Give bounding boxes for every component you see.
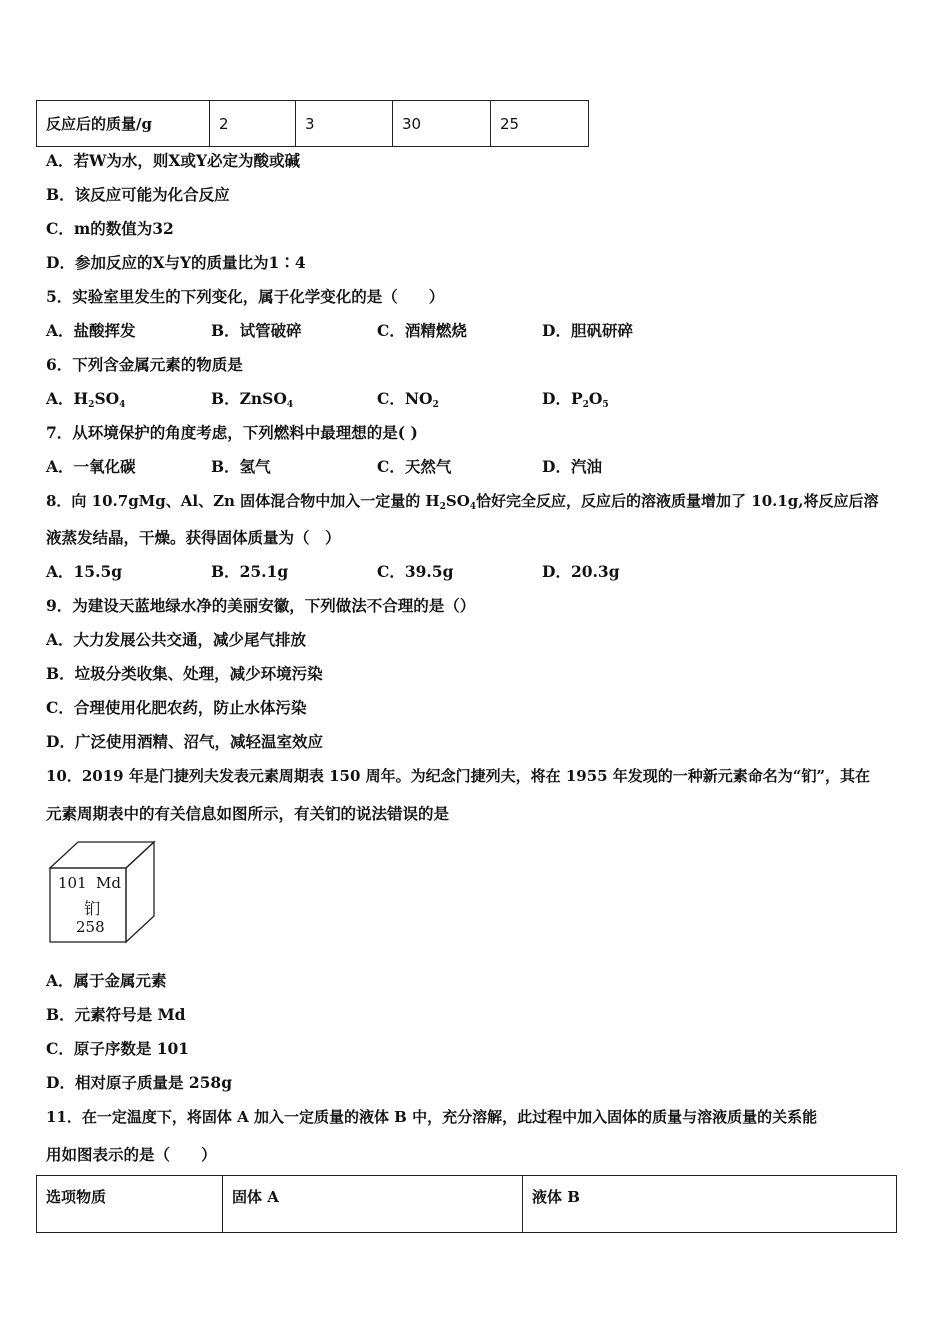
q10-stem-line1: 10．2019 年是门捷列夫发表元素周期表 150 周年。为纪念门捷列夫，将在 1955 年发现的一种新元素命名为“钔”，其在	[46, 767, 871, 785]
table-row	[37, 1176, 897, 1233]
formula-sub: 2	[582, 400, 589, 410]
q8-stem-line2: 液蒸发结晶，干燥。获得固体质量为（ ）	[46, 528, 341, 547]
q7-option-c: C．天然气	[377, 457, 452, 476]
formula-part: A．H	[46, 389, 89, 408]
q4-option-c: C．m的数值为32	[46, 219, 174, 238]
q8-option-a: A．15.5g	[46, 562, 123, 581]
table-cell: 3	[296, 101, 393, 147]
formula-sub: 4	[119, 400, 126, 410]
q8-stem-line1	[46, 491, 879, 511]
q5-stem: 5．实验室里发生的下列变化，属于化学变化的是（ ）	[46, 287, 445, 306]
element-cube-figure	[48, 840, 156, 944]
table-cell: 30	[393, 101, 491, 147]
stem-part: SO	[445, 492, 470, 510]
q9-stem: 9．为建设天蓝地绿水净的美丽安徽，下列做法不合理的是（）	[46, 596, 476, 615]
q9-option-d: D．广泛使用酒精、沼气，减轻温室效应	[46, 732, 323, 751]
formula-sub: 4	[286, 400, 294, 410]
q11-stem-line1: 11．在一定温度下，将固体 A 加入一定质量的液体 B 中，充分溶解，此过程中加入固体的质量与溶液质量的关系能	[46, 1108, 818, 1126]
q4-option-b: B．该反应可能为化合反应	[46, 185, 230, 204]
table-cell: 2	[210, 101, 296, 147]
q5-option-c: C．酒精燃烧	[377, 321, 467, 340]
q10-option-a: A．属于金属元素	[46, 971, 167, 990]
formula-sub: 4	[469, 502, 477, 512]
element-name: 钔	[84, 899, 101, 918]
atomic-mass: 258	[76, 918, 105, 936]
q7-option-a: A．一氧化碳	[46, 457, 136, 476]
table-header-cell: 选项物质	[37, 1176, 223, 1233]
q8-option-b: B．25.1g	[211, 562, 289, 581]
q8-option-c: C．39.5g	[377, 562, 454, 581]
mass-table	[36, 100, 589, 147]
formula-part: C．NO	[377, 389, 433, 408]
q5-option-b: B．试管破碎	[211, 321, 302, 340]
q10-option-c: C．原子序数是 101	[46, 1039, 190, 1058]
formula-sub: 2	[432, 400, 439, 410]
q5-option-a: A．盐酸挥发	[46, 321, 136, 340]
formula-sub: 2	[439, 502, 446, 512]
q8-option-d: D．20.3g	[542, 562, 620, 581]
formula-part: D．P	[542, 389, 583, 408]
formula-part: B．ZnSO	[211, 389, 287, 408]
stem-part: 8．向 10.7gMg、Al、Zn 固体混合物中加入一定量的 H	[46, 492, 440, 510]
q10-option-b: B．元素符号是 Md	[46, 1005, 186, 1024]
formula-sub: 2	[88, 400, 95, 410]
stem-part: 恰好完全反应，反应后的溶液质量增加了 10.1g,将反应后溶	[476, 492, 879, 510]
q9-option-c: C．合理使用化肥农药，防止水体污染	[46, 698, 307, 717]
q6-option-b	[211, 389, 293, 409]
q9-option-b: B．垃圾分类收集、处理，减少环境污染	[46, 664, 323, 683]
formula-part: SO	[94, 389, 120, 408]
q7-stem: 7．从环境保护的角度考虑，下列燃料中最理想的是( )	[46, 423, 418, 442]
q4-option-d: D．参加反应的X与Y的质量比为1∶4	[46, 253, 306, 272]
atomic-number: 101	[58, 874, 87, 892]
q7-option-d: D．汽油	[542, 457, 602, 476]
q4-option-a: A．若W为水，则X或Y必定为酸或碱	[46, 151, 301, 170]
table-row	[37, 101, 589, 147]
q10-stem-line2: 元素周期表中的有关信息如图所示，有关钔的说法错误的是	[46, 804, 450, 823]
element-symbol: Md	[96, 874, 121, 892]
q11-stem-line2: 用如图表示的是（ ）	[46, 1145, 217, 1164]
options-table	[36, 1175, 897, 1233]
q7-option-b: B．氢气	[211, 457, 271, 476]
mass-after-label: 反应后的质量/g	[37, 101, 210, 147]
formula-sub: 5	[602, 400, 609, 410]
q10-option-d: D．相对原子质量是 258g	[46, 1073, 233, 1092]
q6-option-a	[46, 389, 125, 409]
formula-part: O	[588, 389, 603, 408]
q6-option-c	[377, 389, 439, 409]
table-header-cell: 液体 B	[523, 1176, 897, 1233]
q6-option-d	[542, 389, 609, 409]
table-cell: 25	[491, 101, 589, 147]
q6-stem: 6．下列含金属元素的物质是	[46, 355, 243, 374]
q9-option-a: A．大力发展公共交通，减少尾气排放	[46, 630, 307, 649]
table-header-cell: 固体 A	[223, 1176, 523, 1233]
q5-option-d: D．胆矾研碎	[542, 321, 633, 340]
